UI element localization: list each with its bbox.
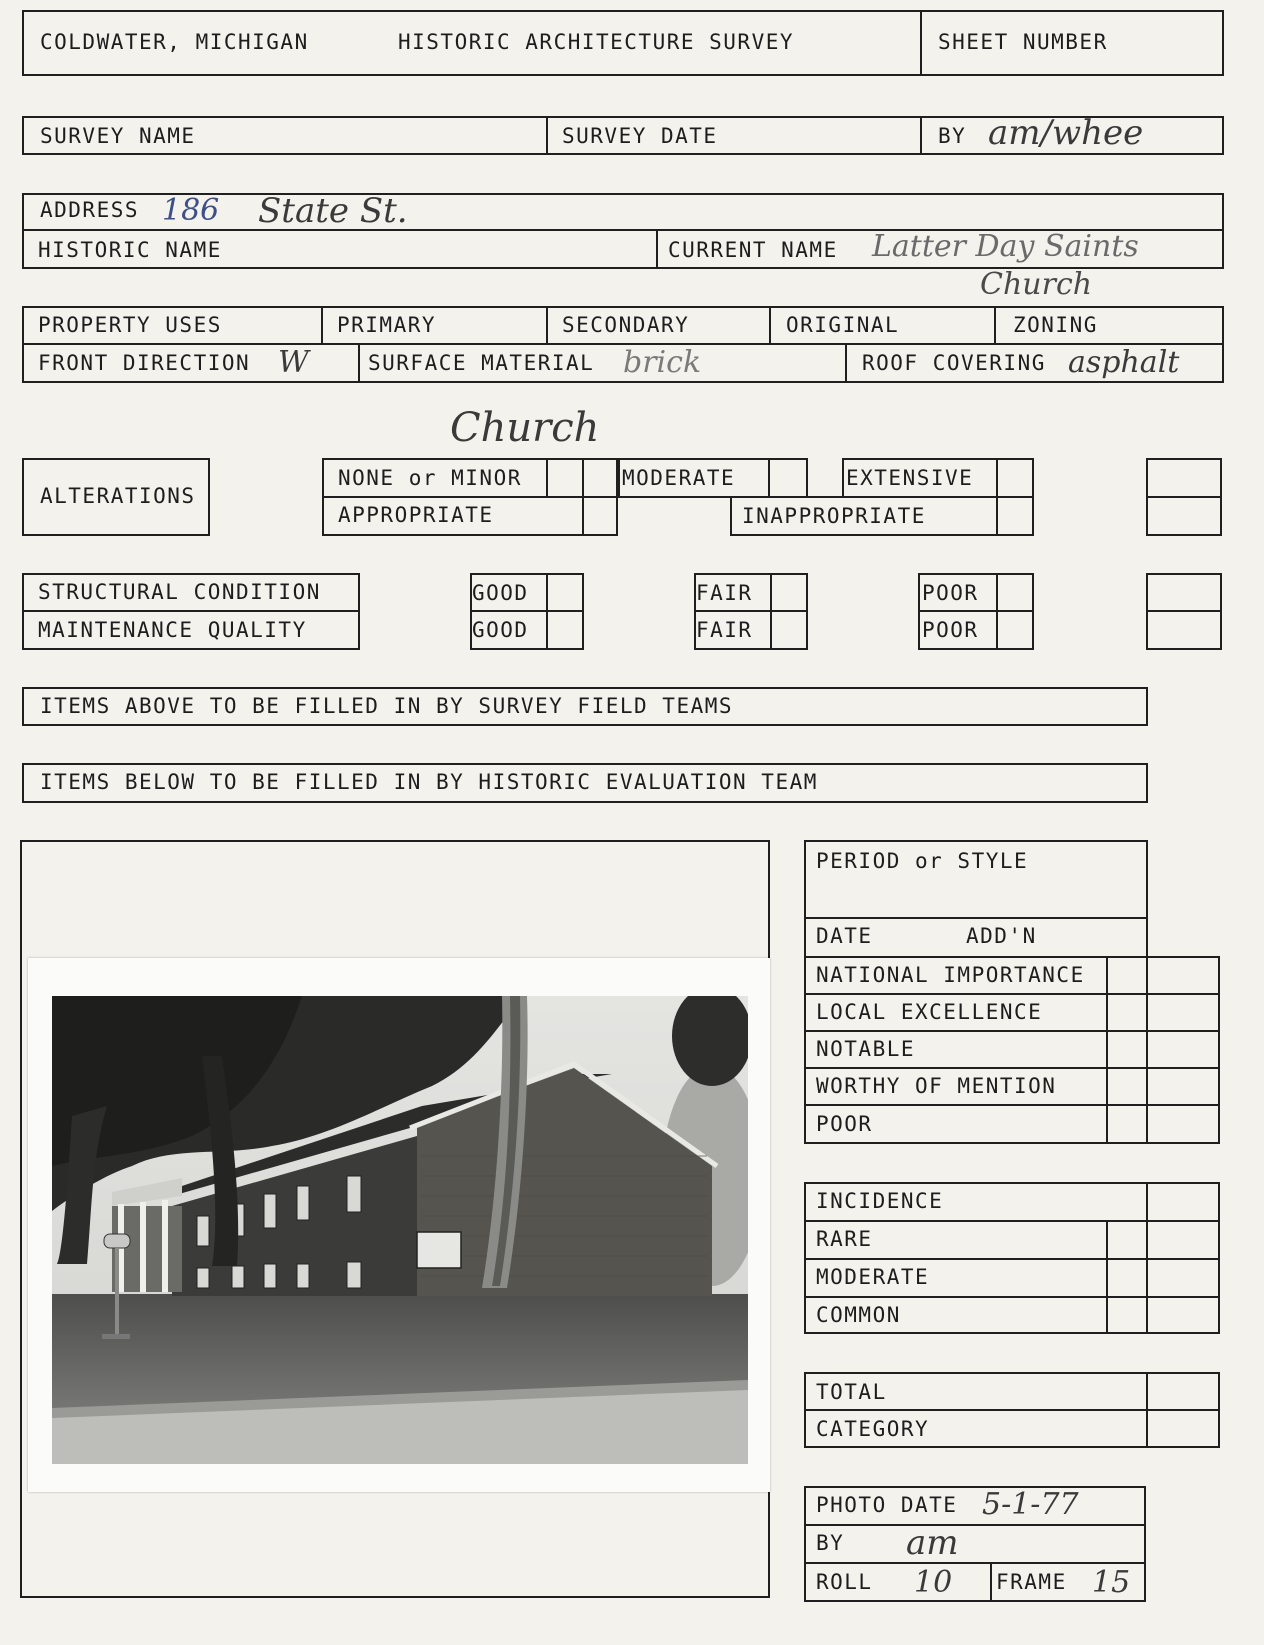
importance-row-1 [804,993,1220,995]
header-divider [920,10,922,76]
current-name-line1: Latter Day Saints [872,229,1139,264]
property-uses-label: PROPERTY USES [38,313,222,337]
maintenance-fair-checkbox[interactable] [770,610,808,650]
sheet-number-label: SHEET NUMBER [938,30,1108,54]
maintenance-poor-checkbox[interactable] [996,610,1034,650]
field-teams-note: ITEMS ABOVE TO BE FILLED IN BY SURVEY FIELD TEAMS [40,694,734,718]
maintenance-good-checkbox[interactable] [546,610,584,650]
address-street: State St. [258,191,408,231]
surface-material-label: SURFACE MATERIAL [368,351,595,375]
moderate-checkbox[interactable] [768,458,808,498]
current-name-label: CURRENT NAME [668,238,838,262]
roll-label: ROLL [816,1570,873,1594]
importance-poor: POOR [816,1112,873,1136]
maintenance-quality-label: MAINTENANCE QUALITY [38,618,307,642]
moderate-label: MODERATE [622,466,736,490]
structural-fair-checkbox[interactable] [770,573,808,612]
structural-condition-label: STRUCTURAL CONDITION [38,580,321,604]
appropriate-checkbox[interactable] [582,496,618,536]
photo-info-col [990,1562,992,1602]
incidence-col-2 [1146,1182,1148,1334]
photo-info-row-1 [804,1524,1146,1526]
property-divider-4 [994,306,996,345]
survey-divider-1 [546,116,548,155]
current-name-divider [656,229,658,269]
importance-notable: NOTABLE [816,1037,916,1061]
total-label: TOTAL [816,1380,887,1404]
zoning-label: ZONING [1013,313,1098,337]
survey-name-label: SURVEY NAME [40,124,196,148]
structural-good-checkbox[interactable] [546,573,584,612]
front-direction-value: W [278,345,309,380]
structural-poor-label: POOR [922,581,979,605]
importance-col-2 [1146,956,1148,1144]
importance-row-4 [804,1104,1220,1106]
importance-national: NATIONAL IMPORTANCE [816,963,1085,987]
importance-local: LOCAL EXCELLENCE [816,1000,1043,1024]
city-label: COLDWATER, MICHIGAN [40,30,309,54]
maintenance-good-label: GOOD [472,618,529,642]
condition-label-divider [22,610,360,612]
photo-date-label: PHOTO DATE [816,1493,958,1517]
alterations-label: ALTERATIONS [40,484,196,508]
importance-row-3 [804,1067,1220,1069]
roll-value: 10 [914,1565,953,1600]
category-label: CATEGORY [816,1417,930,1441]
period-style-label: PERIOD or STYLE [816,849,1029,873]
structural-good-label: GOOD [472,581,529,605]
survey-by-value: am/whee [988,113,1144,153]
extensive-label: EXTENSIVE [846,466,974,490]
none-minor-label: NONE or MINOR [338,466,522,490]
front-divider-2 [845,343,847,383]
incidence-moderate: MODERATE [816,1265,930,1289]
inappropriate-checkbox[interactable] [996,496,1034,536]
incidence-row-3 [804,1296,1220,1298]
importance-col-1 [1106,956,1108,1144]
importance-worthy: WORTHY OF MENTION [816,1074,1057,1098]
original-note: Church [450,405,600,451]
inappropriate-label: INAPPROPRIATE [742,504,926,528]
frame-value: 15 [1092,1565,1131,1600]
date-label: DATE [816,924,873,948]
maintenance-fair-label: FAIR [696,618,753,642]
survey-title: HISTORIC ARCHITECTURE SURVEY [398,30,795,54]
survey-date-label: SURVEY DATE [562,124,718,148]
address-number: 186 [162,193,220,228]
total-divider [804,1409,1220,1411]
property-divider-1 [321,306,323,345]
appropriate-label: APPROPRIATE [338,503,494,527]
structural-fair-label: FAIR [696,581,753,605]
evaluation-team-note: ITEMS BELOW TO BE FILLED IN BY HISTORIC EVALUATION TEAM [40,770,818,794]
photo-by-value: am [906,1523,959,1563]
incidence-rare: RARE [816,1227,873,1251]
total-col [1146,1372,1148,1448]
photo-info-row-2 [804,1562,1146,1564]
building-photo [52,996,748,1464]
condition-score-divider [1146,610,1222,612]
property-divider-2 [546,306,548,345]
extensive-checkbox[interactable] [996,458,1034,498]
primary-label: PRIMARY [337,313,437,337]
address-label: ADDRESS [40,198,140,222]
front-direction-label: FRONT DIRECTION [38,351,251,375]
property-divider-3 [769,306,771,345]
roof-covering-value: asphalt [1068,345,1180,380]
incidence-common: COMMON [816,1303,901,1327]
photo-date-value: 5-1-77 [982,1487,1079,1522]
incidence-col-1 [1106,1220,1108,1334]
survey-by-label: BY [938,124,967,148]
alterations-score-divider [1146,496,1222,498]
original-label: ORIGINAL [786,313,900,337]
importance-row-2 [804,1030,1220,1032]
none-minor-checkbox[interactable] [546,458,584,498]
surface-material-value: brick [623,345,702,380]
historic-name-label: HISTORIC NAME [38,238,222,262]
survey-divider-2 [920,116,922,155]
photo-by-label: BY [816,1531,845,1555]
front-divider-1 [358,343,360,383]
frame-label: FRAME [996,1570,1067,1594]
incidence-row-2 [804,1258,1220,1260]
period-style-divider [804,917,1148,919]
addn-label: ADD'N [966,924,1037,948]
maintenance-poor-label: POOR [922,618,979,642]
secondary-label: SECONDARY [562,313,690,337]
roof-covering-label: ROOF COVERING [862,351,1046,375]
incidence-label: INCIDENCE [816,1189,944,1213]
structural-poor-checkbox[interactable] [996,573,1034,612]
incidence-row-1 [804,1220,1220,1222]
current-name-line2: Church [980,267,1093,302]
